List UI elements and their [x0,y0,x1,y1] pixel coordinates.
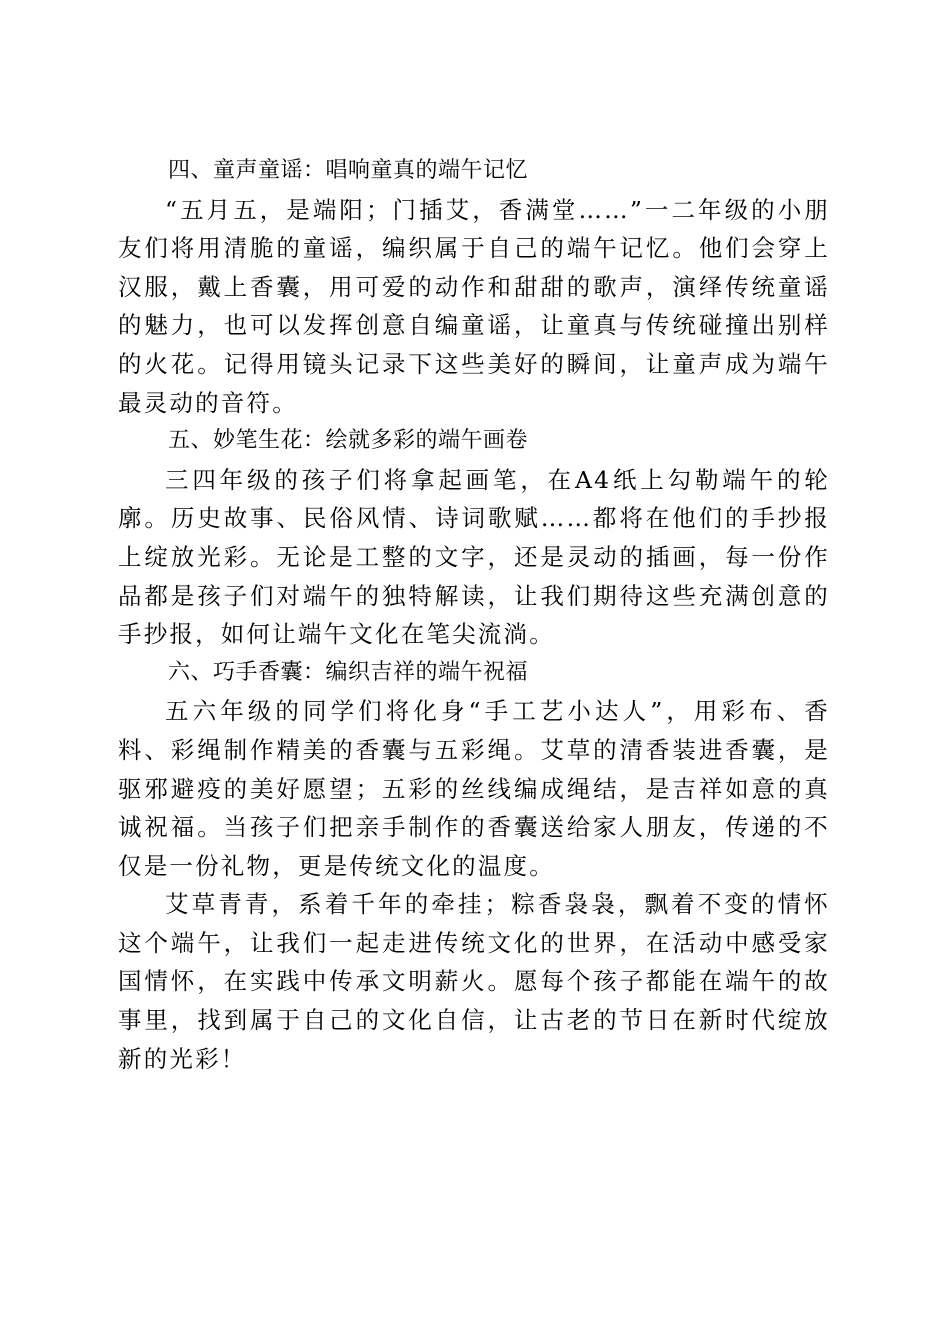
section-heading-sachet-making: 六、巧手香囊：编织吉祥的端午祝福 [168,659,529,685]
section-paragraph-children-songs: “五月五，是端阳；门插艾，香满堂……”一二年级的小朋友们将用清脆的童谣，编织属于自己的端午记忆。他们会穿上汉服，戴上香囊，用可爱的动作和甜甜的歌声，演绎传统童谣的魅力，也可以发挥创意自编童谣，让童真与传统碰撞出别样的火花。记得用镜头记录下这些美好的瞬间，让童声成为端午最灵动的音符。 [118,195,830,417]
section-paragraph-sachet-making: 五六年级的同学们将化身“手工艺小达人”，用彩布、香料、彩绳制作精美的香囊与五彩绳。艾草的清香装进香囊，是驱邪避疫的美好愿望；五彩的丝线编成绳结，是吉祥如意的真诚祝福。当孩子们把亲手制作的香囊送给家人朋友，传递的不仅是一份礼物，更是传统文化的温度。 [118,697,830,880]
document-body [118,152,830,1078]
section-paragraph-handwritten-newspaper: 三四年级的孩子们将拿起画笔，在A4纸上勾勒端午的轮廓。历史故事、民俗风情、诗词歌赋……都将在他们的手抄报上绽放光彩。无论是工整的文字，还是灵动的插画，每一份作品都是孩子们对端午的独特解读，让我们期待这些充满创意的手抄报，如何让端午文化在笔尖流淌。 [118,465,830,649]
section-heading-children-songs: 四、童声童谣：唱响童真的端午记忆 [168,158,529,183]
closing-paragraph: 艾草青青，系着千年的牵挂；粽香袅袅，飘着不变的情怀这个端午，让我们一起走进传统文化的世界，在活动中感受家国情怀，在实践中传承文明薪火。愿每个孩子都能在端午的故事里，找到属于自己的文化自信，让古老的节日在新时代绽放新的光彩！ [118,890,830,1073]
section-heading-handwritten-newspaper: 五、妙笔生花：绘就多彩的端午画卷 [168,428,529,454]
